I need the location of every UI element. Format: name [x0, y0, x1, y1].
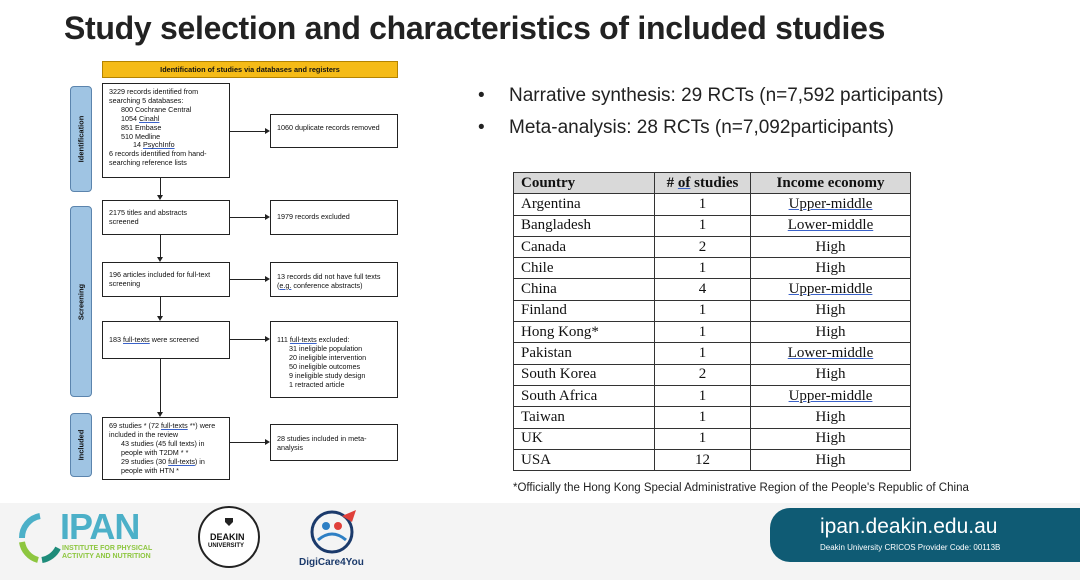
- arrow-right-icon: [265, 128, 270, 134]
- connector: [160, 297, 161, 316]
- records-identified-box: 3229 records identified from searching 5 databases: 800 Cochrane Central 1054 Cinahl 851 Embase 510 Medline 14 PsychInfo 6 records identified from hand- searching reference lists: [102, 83, 230, 178]
- connector: [160, 235, 161, 257]
- digicare-wordmark: DigiCare4You: [299, 557, 364, 568]
- duplicates-box: 1060 duplicate records removed: [270, 114, 398, 148]
- cell-income: High: [751, 300, 911, 321]
- fulltext-box: 196 articles included for full-text screening: [102, 262, 230, 297]
- cell-income: High: [751, 428, 911, 449]
- cell-studies: 1: [655, 407, 751, 428]
- cell-country: UK: [514, 428, 655, 449]
- cell-studies: 1: [655, 258, 751, 279]
- table-row: [514, 279, 911, 300]
- cricos-code: Deakin University CRICOS Provider Code: 00113B: [820, 543, 1001, 552]
- table-row: [514, 343, 911, 364]
- country-table: [513, 172, 911, 471]
- cell-income: High: [751, 407, 911, 428]
- connector: [160, 178, 161, 195]
- arrow-down-icon: [157, 316, 163, 321]
- connector: [230, 279, 265, 280]
- screened-box: 2175 titles and abstracts screened: [102, 200, 230, 235]
- arrow-right-icon: [265, 276, 270, 282]
- table-row: [514, 428, 911, 449]
- arrow-right-icon: [265, 214, 270, 220]
- cell-country: Argentina: [514, 194, 655, 215]
- cell-income: Lower-middle: [751, 215, 911, 236]
- cell-studies: 12: [655, 449, 751, 470]
- deakin-subtitle: UNIVERSITY: [208, 543, 245, 549]
- cell-studies: 4: [655, 279, 751, 300]
- table-row: [514, 258, 911, 279]
- cell-studies: 1: [655, 385, 751, 406]
- table-row: [514, 215, 911, 236]
- table-row: [514, 407, 911, 428]
- cell-studies: 2: [655, 236, 751, 257]
- included-box: 69 studies * (72 full-texts **) were included in the review 43 studies (45 full texts) in people with T2DM * * 29 studies (30 full-texts) in people with HTN *: [102, 417, 230, 480]
- table-row: [514, 364, 911, 385]
- cell-income: High: [751, 449, 911, 470]
- connector: [230, 217, 265, 218]
- deakin-wordmark: DEAKIN: [210, 532, 245, 542]
- arrow-down-icon: [157, 412, 163, 417]
- cell-country: Chile: [514, 258, 655, 279]
- cell-income: High: [751, 364, 911, 385]
- footnote: *Officially the Hong Kong Special Administrative Region of the People's Republic of China: [513, 482, 969, 494]
- cell-income: High: [751, 258, 911, 279]
- ipan-wordmark: IPAN: [60, 506, 140, 547]
- connector: [230, 131, 265, 132]
- cell-studies: 1: [655, 343, 751, 364]
- cell-country: South Africa: [514, 385, 655, 406]
- ft-screened-box: 183 full-texts were screened: [102, 321, 230, 359]
- table-row: [514, 300, 911, 321]
- phase-included: Included: [70, 413, 92, 477]
- cell-studies: 2: [655, 364, 751, 385]
- cell-income: Upper-middle: [751, 279, 911, 300]
- cell-country: Taiwan: [514, 407, 655, 428]
- cell-country: Hong Kong*: [514, 322, 655, 343]
- cell-country: Finland: [514, 300, 655, 321]
- phase-identification: Identification: [70, 86, 92, 192]
- digicare-logo-icon: [306, 506, 362, 556]
- table-row: [514, 236, 911, 257]
- cell-studies: 1: [655, 322, 751, 343]
- ipan-subtitle: INSTITUTE FOR PHYSICAL: [62, 545, 153, 552]
- col-country: Country: [514, 173, 655, 194]
- cell-income: Lower-middle: [751, 343, 911, 364]
- cell-studies: 1: [655, 300, 751, 321]
- table-row: [514, 449, 911, 470]
- arrow-right-icon: [265, 439, 270, 445]
- ft-excluded-box: 111 full-texts excluded: 31 ineligible population 20 ineligible intervention 50 ineligible outcomes 9 ineligible study design 1 retracted article: [270, 321, 398, 398]
- connector: [230, 442, 265, 443]
- cell-country: Bangladesh: [514, 215, 655, 236]
- cell-studies: 1: [655, 428, 751, 449]
- table-header-row: [514, 173, 911, 194]
- website-url[interactable]: ipan.deakin.edu.au: [820, 515, 998, 538]
- cell-country: Canada: [514, 236, 655, 257]
- prisma-header: Identification of studies via databases and registers: [102, 61, 398, 78]
- slide-title: Study selection and characteristics of included studies: [64, 10, 886, 46]
- table-row: [514, 322, 911, 343]
- cell-studies: 1: [655, 215, 751, 236]
- col-studies: # of studies: [655, 173, 751, 194]
- col-income: Income economy: [751, 173, 911, 194]
- table-row: [514, 194, 911, 215]
- table-row: [514, 385, 911, 406]
- ipan-subtitle: ACTIVITY AND NUTRITION: [62, 553, 151, 560]
- cell-country: Pakistan: [514, 343, 655, 364]
- connector: [230, 339, 265, 340]
- meta-analysis-box: 28 studies included in meta- analysis: [270, 424, 398, 461]
- excluded-box: 1979 records excluded: [270, 200, 398, 235]
- cell-country: USA: [514, 449, 655, 470]
- cell-income: High: [751, 236, 911, 257]
- cell-country: South Korea: [514, 364, 655, 385]
- cell-income: Upper-middle: [751, 385, 911, 406]
- cell-income: Upper-middle: [751, 194, 911, 215]
- cell-country: China: [514, 279, 655, 300]
- cell-income: High: [751, 322, 911, 343]
- no-fulltext-box: 13 records did not have full texts (e.g. conference abstracts): [270, 262, 398, 297]
- connector: [160, 359, 161, 412]
- phase-screening: Screening: [70, 206, 92, 397]
- arrow-right-icon: [265, 336, 270, 342]
- arrow-down-icon: [157, 195, 163, 200]
- cell-studies: 1: [655, 194, 751, 215]
- arrow-down-icon: [157, 257, 163, 262]
